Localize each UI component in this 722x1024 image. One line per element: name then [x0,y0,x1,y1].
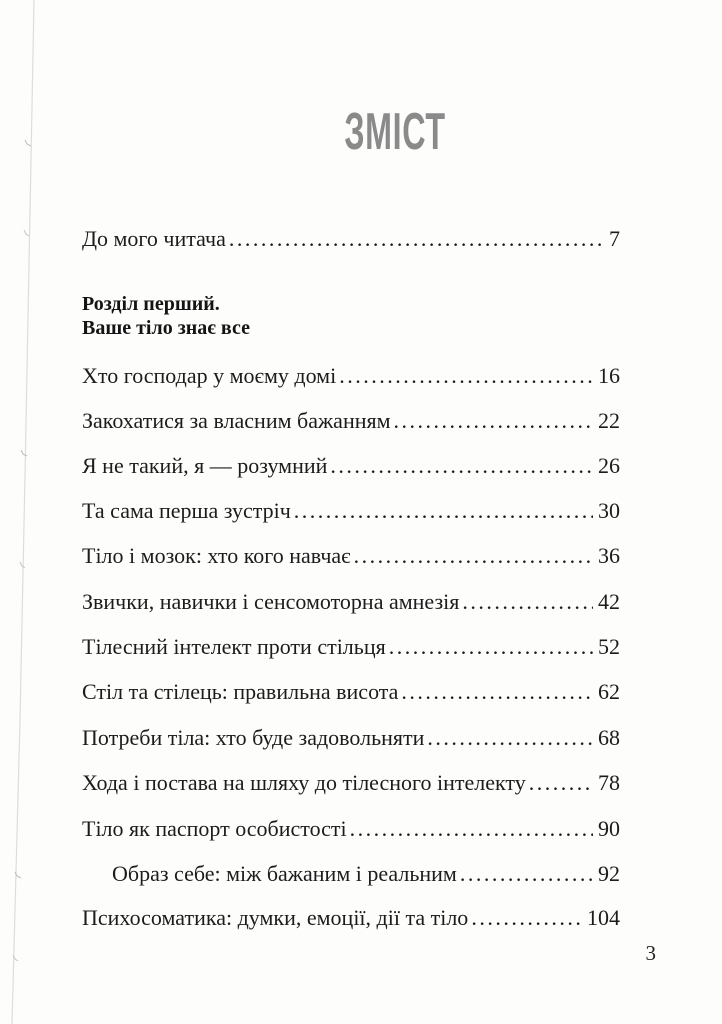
dot-leader [462,589,593,615]
toc-entry-row [82,543,620,569]
toc-entry-page-number: 78 [598,770,620,795]
toc-entry-title: Тілесний інтелект проти стільця [82,634,386,659]
toc-entry-page-number: 30 [598,498,620,523]
toc-entry-row [82,363,620,389]
toc-entry-page-number: 16 [598,363,620,388]
dot-leader [350,816,593,842]
toc-entry-title: Закохатися за власним бажанням [82,408,391,433]
toc-entry-page-number: 104 [587,905,620,930]
dot-leader [339,363,593,389]
toc-entry-page-number: 22 [598,408,620,433]
section-heading-line1: Розділ перший. [82,293,220,315]
toc-entry-title: Звички, навички і сенсомоторна амнезія [82,589,460,614]
toc-entry-row [82,816,620,842]
toc-entry-row [82,905,620,931]
toc-entry-row-sub [82,861,620,887]
toc-entry-row [82,634,620,660]
section-heading-line2: Ваше тіло знає все [82,317,250,339]
toc-entry-title: Стіл та стілець: правильна висота [82,679,399,704]
dot-leader [330,453,593,479]
dot-leader [294,498,593,524]
toc-entry-title: До мого читача [82,226,226,251]
dot-leader [389,634,593,660]
toc-entry-page-number: 92 [598,861,620,886]
toc-entry-row [82,498,620,524]
dot-leader [460,861,593,887]
toc-entry-title: Потреби тіла: хто буде задовольняти [82,725,425,750]
toc-entry-page-number: 26 [598,453,620,478]
toc-entry-page-number: 42 [598,589,620,614]
toc-entry-row [82,453,620,479]
toc-entry-page-number: 68 [598,725,620,750]
toc-entry-page-number: 90 [598,816,620,841]
toc-entry-title: Та сама перша зустріч [82,498,291,523]
toc-entry-page-number: 36 [598,543,620,568]
dot-leader [471,905,582,931]
toc-entry-page-number: 52 [598,634,620,659]
toc-entry-title: Я не такий, я — розумний [82,453,328,478]
toc-entry-title: Хода і постава на шляху до тілесного інтелекту [82,770,526,795]
toc-entry-title: Тіло як паспорт особистості [82,816,347,841]
toc-entry-title: Образ себе: між бажаним і реальним [112,861,457,886]
toc-entry-row [82,679,620,705]
toc-entry-page-number: 62 [598,679,620,704]
dot-leader [394,408,593,434]
dot-leader [354,543,593,569]
section-heading [82,292,250,340]
dot-leader [529,770,593,796]
dot-leader [427,725,593,751]
dot-leader [401,679,593,705]
toc-entry-row [82,408,620,434]
toc-entry-title: Психосоматика: думки, емоції, дії та тіло [82,905,469,930]
toc-entry-row [82,770,620,796]
toc-entry-page-number: 7 [609,226,620,251]
dot-leader [229,226,604,252]
toc-entry-row [82,725,620,751]
toc-entry-row [82,226,620,252]
toc-entry-title: Тіло і мозок: хто кого навчає [82,543,351,568]
toc-entry-row [82,589,620,615]
page-number: 3 [645,941,656,965]
toc-entry-title: Хто господар у моєму домі [82,363,337,388]
scan-edge-artifact [0,0,60,1024]
page-title: ЗМІСТ [344,103,446,161]
